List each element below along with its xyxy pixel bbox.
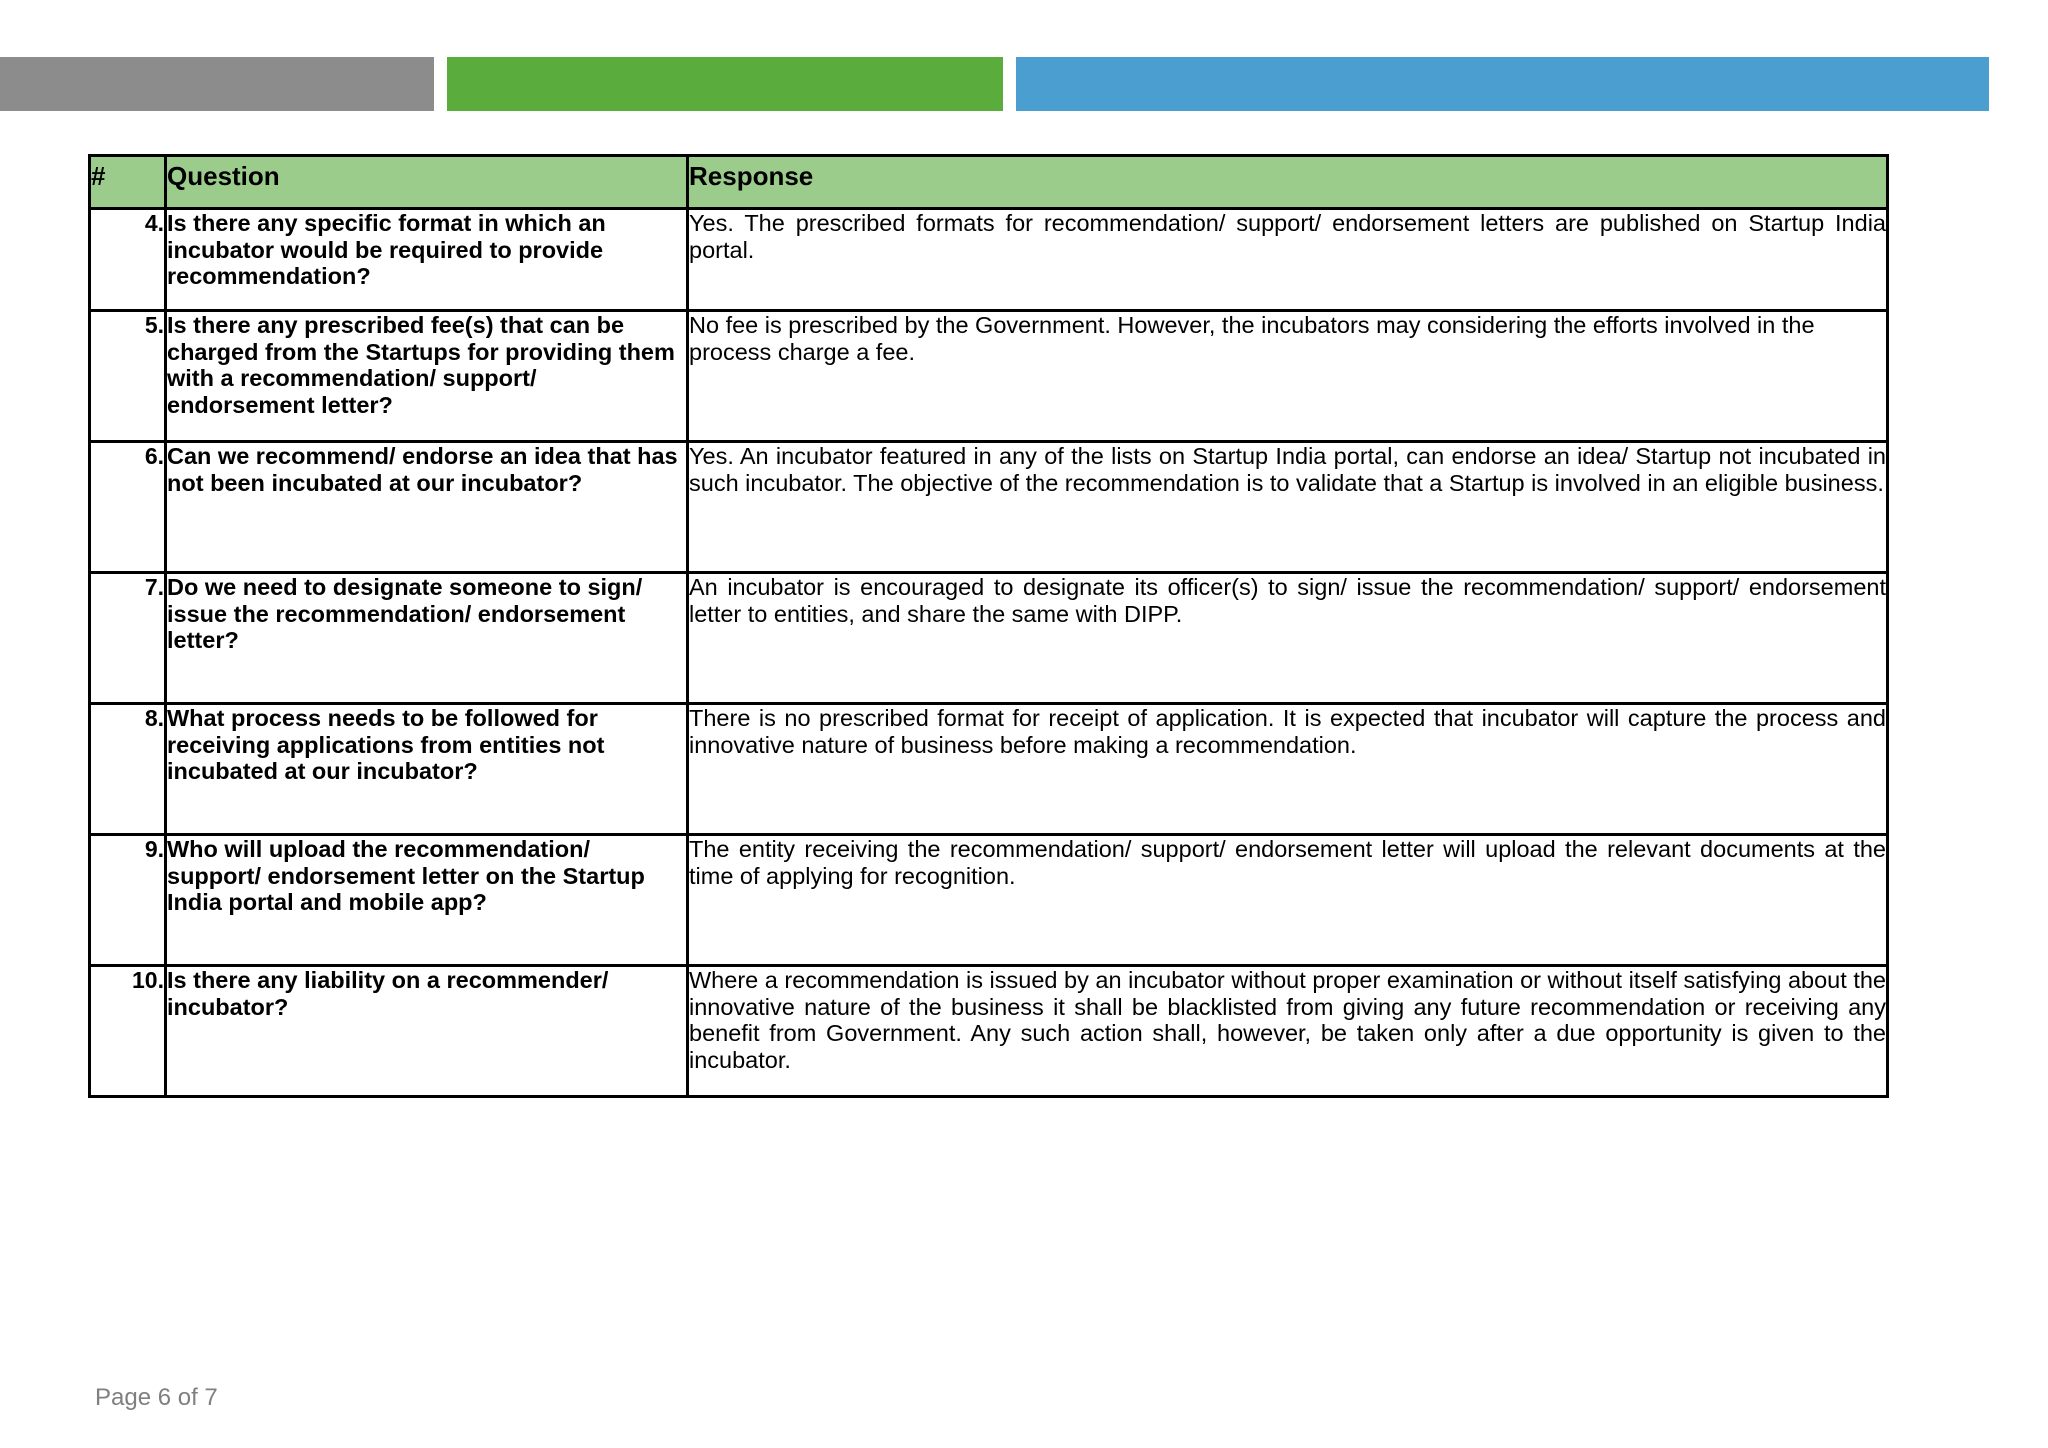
row-response: No fee is prescribed by the Government. However, the incubators may considering the efforts involved in the process charge a fee.	[688, 311, 1888, 442]
table-row	[90, 966, 1888, 1097]
table-row	[90, 835, 1888, 966]
page-number: Page 6 of 7	[95, 1384, 218, 1411]
row-number: 9.	[90, 835, 166, 966]
table-row	[90, 209, 1888, 311]
row-response: Yes. An incubator featured in any of the lists on Startup India portal, can endorse an idea/ Startup not incubated in such incubator. The objective of the recommendation is to validate that a Startup is involved in an eligible business.	[688, 442, 1888, 573]
row-number: 10.	[90, 966, 166, 1097]
header-band-green	[447, 57, 1003, 111]
row-question: Do we need to designate someone to sign/ issue the recommendation/ endorsement letter?	[166, 573, 688, 704]
row-number: 7.	[90, 573, 166, 704]
row-response: There is no prescribed format for receipt of application. It is expected that incubator will capture the process and innovative nature of business before making a recommendation.	[688, 704, 1888, 835]
header-number: #	[90, 156, 166, 209]
header-response: Response	[688, 156, 1888, 209]
row-question: Who will upload the recommendation/ support/ endorsement letter on the Startup India portal and mobile app?	[166, 835, 688, 966]
table-row	[90, 573, 1888, 704]
faq-table	[88, 154, 1889, 1098]
table-row	[90, 442, 1888, 573]
row-response: Where a recommendation is issued by an incubator without proper examination or without itself satisfying about the innovative nature of the business it shall be blacklisted from giving any future recommendation or receiving any benefit from Government. Any such action shall, however, be taken only after a due opportunity is given to the incubator.	[688, 966, 1888, 1097]
row-number: 8.	[90, 704, 166, 835]
header-band-gray	[0, 57, 434, 111]
row-number: 5.	[90, 311, 166, 442]
row-number: 6.	[90, 442, 166, 573]
table-header-row	[90, 156, 1888, 209]
row-response: An incubator is encouraged to designate its officer(s) to sign/ issue the recommendation/ support/ endorsement letter to entities, and share the same with DIPP.	[688, 573, 1888, 704]
table-row	[90, 704, 1888, 835]
row-response: Yes. The prescribed formats for recommendation/ support/ endorsement letters are published on Startup India portal.	[688, 209, 1888, 311]
row-question: Is there any liability on a recommender/ incubator?	[166, 966, 688, 1097]
row-question: Can we recommend/ endorse an idea that has not been incubated at our incubator?	[166, 442, 688, 573]
row-question: Is there any specific format in which an incubator would be required to provide recommendation?	[166, 209, 688, 311]
header-question: Question	[166, 156, 688, 209]
table-row	[90, 311, 1888, 442]
row-question: Is there any prescribed fee(s) that can be charged from the Startups for providing them with a recommendation/ support/ endorsement letter?	[166, 311, 688, 442]
row-question: What process needs to be followed for receiving applications from entities not incubated at our incubator?	[166, 704, 688, 835]
row-number: 4.	[90, 209, 166, 311]
header-band-blue	[1016, 57, 1989, 111]
row-response: The entity receiving the recommendation/ support/ endorsement letter will upload the relevant documents at the time of applying for recognition.	[688, 835, 1888, 966]
